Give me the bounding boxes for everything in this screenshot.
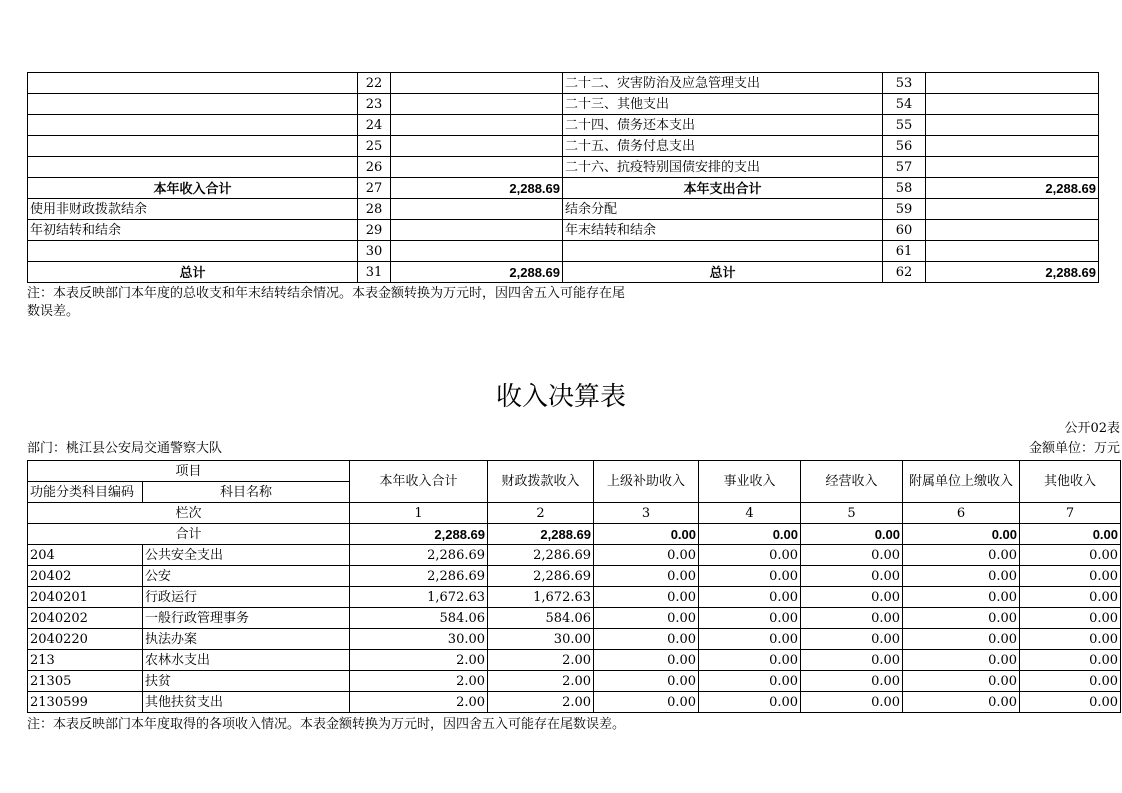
income-table-body [28,545,1121,713]
row-value-5: 0.00 [801,608,903,629]
row-value-2: 584.06 [488,608,594,629]
row-value-1: 2,286.69 [350,545,488,566]
total-value-3: 0.00 [594,524,699,545]
summary-right-amount [926,115,1099,136]
summary-left-amount [391,241,563,262]
unit-label: 金额单位：万元 [1028,441,1120,456]
row-code: 20402 [28,566,143,587]
summary-left-line-no: 31 [358,262,391,283]
row-value-5: 0.00 [801,650,903,671]
row-value-1: 30.00 [350,629,488,650]
summary-left-label: 使用非财政拨款结余 [28,199,358,220]
summary-left-line-no: 29 [358,220,391,241]
summary-right-label: 结余分配 [563,199,883,220]
row-code: 2040220 [28,629,143,650]
summary-note [27,285,625,321]
summary-left-amount [391,157,563,178]
row-value-4: 0.00 [699,566,801,587]
row-value-4: 0.00 [699,608,801,629]
summary-right-line-no: 56 [883,136,926,157]
header-col-1: 本年收入合计 [350,461,488,503]
summary-right-amount: 2,288.69 [926,262,1099,283]
header-col-4: 事业收入 [699,461,801,503]
summary-right-label: 本年支出合计 [563,178,883,199]
summary-left-line-no: 23 [358,94,391,115]
row-value-7: 0.00 [1020,650,1121,671]
summary-right-label: 总计 [563,262,883,283]
row-value-5: 0.00 [801,545,903,566]
row-name: 农林水支出 [143,650,350,671]
row-code: 21305 [28,671,143,692]
summary-right-line-no: 62 [883,262,926,283]
row-value-7: 0.00 [1020,566,1121,587]
income-note: 注：本表反映部门本年度取得的各项收入情况。本表金额转换为万元时，因四舍五入可能存在尾数误差。 [27,717,626,732]
row-code: 2040201 [28,587,143,608]
summary-right-line-no: 60 [883,220,926,241]
summary-right-amount [926,157,1099,178]
summary-left-amount [391,220,563,241]
row-value-4: 0.00 [699,629,801,650]
summary-left-line-no: 22 [358,73,391,94]
row-name: 执法办案 [143,629,350,650]
row-name: 行政运行 [143,587,350,608]
table-row [28,545,1121,566]
summary-left-label [28,94,358,115]
header-name: 科目名称 [143,482,350,503]
summary-right-line-no: 54 [883,94,926,115]
row-name: 一般行政管理事务 [143,608,350,629]
column-index-label: 栏次 [28,503,350,524]
row-value-3: 0.00 [594,545,699,566]
column-index-3: 3 [594,503,699,524]
row-value-6: 0.00 [903,692,1020,713]
summary-right-label: 二十六、抗疫特别国债安排的支出 [563,157,883,178]
summary-right-amount: 2,288.69 [926,178,1099,199]
row-name: 公共安全支出 [143,545,350,566]
summary-left-amount: 2,288.69 [391,178,563,199]
total-value-4: 0.00 [699,524,801,545]
summary-right-amount [926,199,1099,220]
row-value-7: 0.00 [1020,671,1121,692]
department-label: 部门：桃江县公安局交通警察大队 [27,441,223,456]
row-value-3: 0.00 [594,566,699,587]
summary-right-line-no: 57 [883,157,926,178]
row-code: 204 [28,545,143,566]
row-value-3: 0.00 [594,692,699,713]
form-number: 公开02表 [1064,421,1120,436]
summary-left-line-no: 27 [358,178,391,199]
summary-left-label: 本年收入合计 [28,178,358,199]
row-value-2: 30.00 [488,629,594,650]
row-value-3: 0.00 [594,587,699,608]
row-value-4: 0.00 [699,692,801,713]
summary-left-label [28,157,358,178]
row-value-1: 1,672.63 [350,587,488,608]
summary-left-amount [391,199,563,220]
row-value-4: 0.00 [699,587,801,608]
summary-left-label [28,115,358,136]
row-value-6: 0.00 [903,566,1020,587]
row-value-5: 0.00 [801,566,903,587]
summary-right-line-no: 53 [883,73,926,94]
summary-left-line-no: 26 [358,157,391,178]
summary-row [28,199,1099,220]
row-value-1: 2,286.69 [350,566,488,587]
row-value-6: 0.00 [903,608,1020,629]
total-value-2: 2,288.69 [488,524,594,545]
table-row [28,566,1121,587]
row-value-7: 0.00 [1020,608,1121,629]
header-col-6: 附属单位上缴收入 [903,461,1020,503]
summary-left-label [28,136,358,157]
summary-left-amount [391,115,563,136]
summary-left-label: 年初结转和结余 [28,220,358,241]
summary-right-label: 二十二、灾害防治及应急管理支出 [563,73,883,94]
row-code: 213 [28,650,143,671]
header-col-5: 经营收入 [801,461,903,503]
row-value-7: 0.00 [1020,692,1121,713]
column-index-6: 6 [903,503,1020,524]
row-value-5: 0.00 [801,692,903,713]
summary-row [28,115,1099,136]
summary-left-amount [391,136,563,157]
total-value-1: 2,288.69 [350,524,488,545]
summary-right-amount [926,220,1099,241]
table-row [28,629,1121,650]
page-title: 收入决算表 [495,382,626,412]
summary-right-amount [926,136,1099,157]
summary-left-line-no: 25 [358,136,391,157]
total-value-7: 0.00 [1020,524,1121,545]
summary-right-line-no: 61 [883,241,926,262]
income-table [27,460,1121,713]
table-row [28,671,1121,692]
summary-left-amount: 2,288.69 [391,262,563,283]
row-name: 扶贫 [143,671,350,692]
row-value-2: 2,286.69 [488,566,594,587]
summary-right-line-no: 59 [883,199,926,220]
summary-left-line-no: 28 [358,199,391,220]
header-col-7: 其他收入 [1020,461,1121,503]
table-row [28,650,1121,671]
summary-row [28,241,1099,262]
summary-right-amount [926,241,1099,262]
row-value-6: 0.00 [903,545,1020,566]
summary-table-body [28,73,1099,283]
summary-row [28,136,1099,157]
row-value-1: 584.06 [350,608,488,629]
header-col-2: 财政拨款收入 [488,461,594,503]
row-value-7: 0.00 [1020,587,1121,608]
row-value-3: 0.00 [594,608,699,629]
table-row [28,692,1121,713]
row-value-4: 0.00 [699,650,801,671]
summary-left-amount [391,94,563,115]
summary-note-line1: 注：本表反映部门本年度的总收支和年末结转结余情况。本表金额转换为万元时，因四舍五入可能存在尾 [27,286,626,301]
summary-row [28,178,1099,199]
summary-right-label: 年末结转和结余 [563,220,883,241]
row-value-2: 1,672.63 [488,587,594,608]
summary-left-label [28,241,358,262]
row-value-1: 2.00 [350,671,488,692]
row-value-5: 0.00 [801,629,903,650]
summary-left-amount [391,73,563,94]
summary-row [28,73,1099,94]
summary-row [28,94,1099,115]
column-index-4: 4 [699,503,801,524]
row-value-1: 2.00 [350,650,488,671]
summary-right-line-no: 55 [883,115,926,136]
row-value-5: 0.00 [801,587,903,608]
row-value-6: 0.00 [903,650,1020,671]
summary-right-amount [926,94,1099,115]
income-expense-summary-table [27,72,1099,283]
row-value-6: 0.00 [903,671,1020,692]
row-code: 2130599 [28,692,143,713]
column-index-1: 1 [350,503,488,524]
header-col-3: 上级补助收入 [594,461,699,503]
summary-left-line-no: 24 [358,115,391,136]
row-value-3: 0.00 [594,629,699,650]
summary-left-line-no: 30 [358,241,391,262]
table-row [28,587,1121,608]
summary-right-label: 二十五、债务付息支出 [563,136,883,157]
summary-row [28,262,1099,283]
row-value-1: 2.00 [350,692,488,713]
summary-right-label: 二十三、其他支出 [563,94,883,115]
header-code: 功能分类科目编码 [28,482,143,503]
row-value-4: 0.00 [699,671,801,692]
table-row [28,608,1121,629]
summary-right-label [563,241,883,262]
total-value-6: 0.00 [903,524,1020,545]
total-label: 合计 [28,524,350,545]
summary-left-label: 总计 [28,262,358,283]
column-index-5: 5 [801,503,903,524]
row-value-7: 0.00 [1020,545,1121,566]
row-value-2: 2.00 [488,650,594,671]
summary-right-line-no: 58 [883,178,926,199]
row-value-6: 0.00 [903,629,1020,650]
row-value-7: 0.00 [1020,629,1121,650]
row-name: 其他扶贫支出 [143,692,350,713]
row-code: 2040202 [28,608,143,629]
row-value-5: 0.00 [801,671,903,692]
column-index-7: 7 [1020,503,1121,524]
row-value-6: 0.00 [903,587,1020,608]
row-value-4: 0.00 [699,545,801,566]
row-value-2: 2.00 [488,692,594,713]
header-item: 项目 [28,461,350,482]
row-value-2: 2,286.69 [488,545,594,566]
row-value-2: 2.00 [488,671,594,692]
summary-note-line2: 数误差。 [27,304,80,319]
summary-right-amount [926,73,1099,94]
summary-left-label [28,73,358,94]
summary-right-label: 二十四、债务还本支出 [563,115,883,136]
summary-row [28,157,1099,178]
row-value-3: 0.00 [594,650,699,671]
summary-row [28,220,1099,241]
row-value-3: 0.00 [594,671,699,692]
total-value-5: 0.00 [801,524,903,545]
row-name: 公安 [143,566,350,587]
column-index-2: 2 [488,503,594,524]
